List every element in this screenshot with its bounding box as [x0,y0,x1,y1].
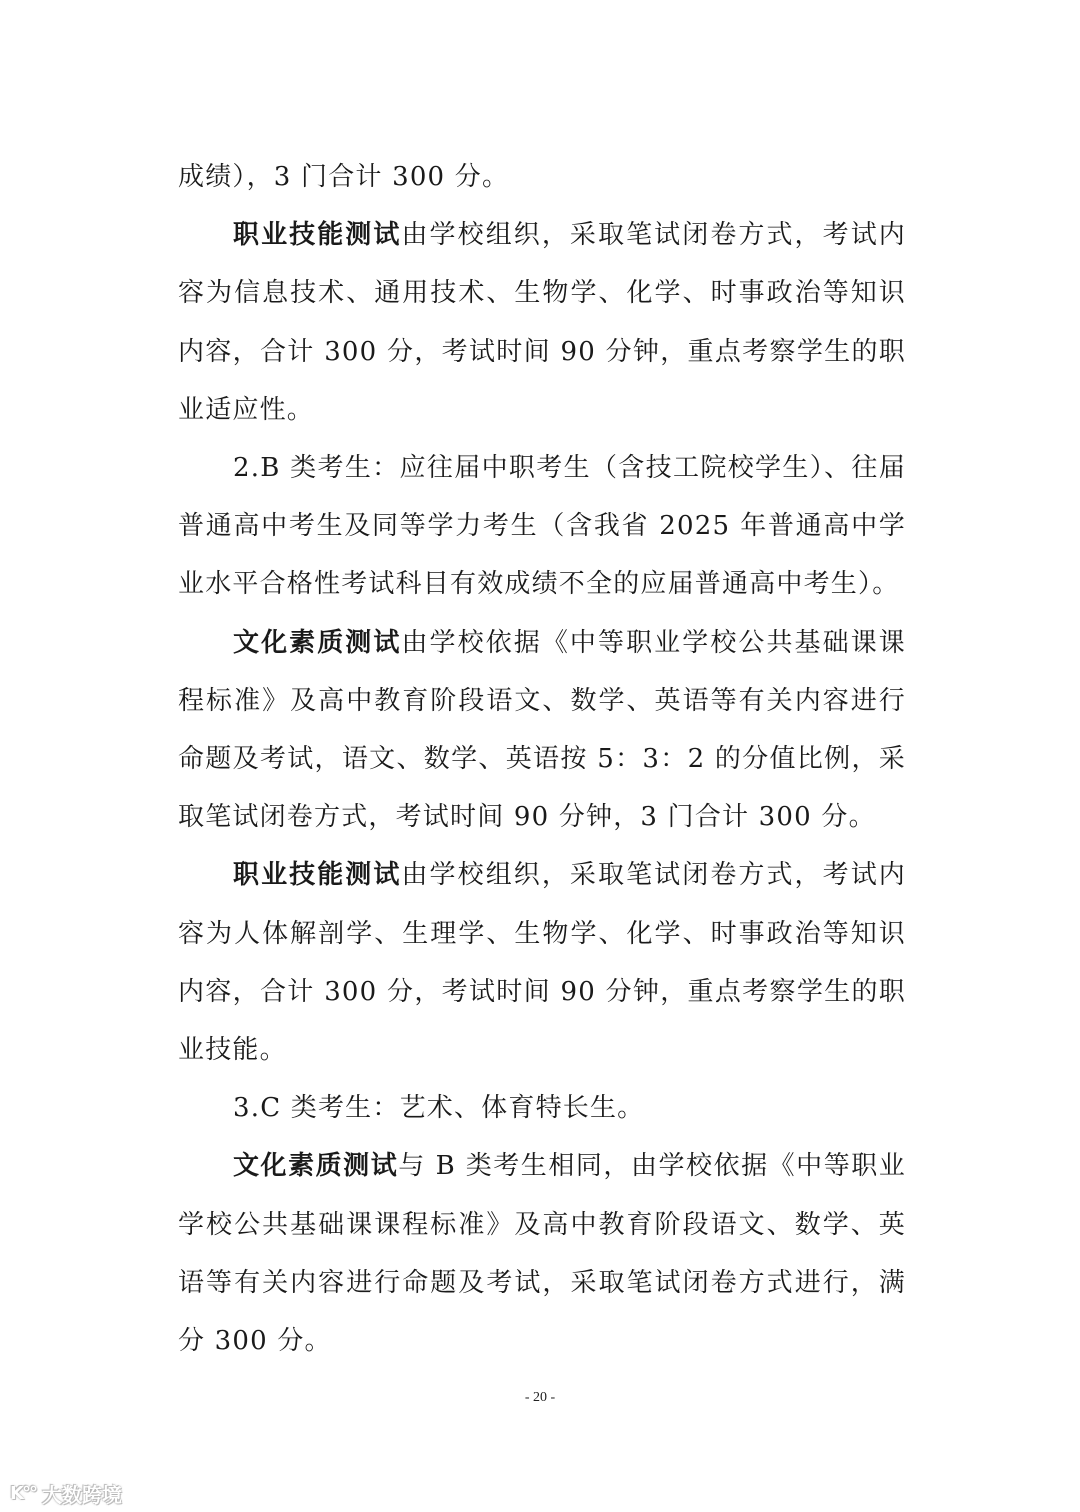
paragraph-text: 由学校组织，采取笔试闭卷方式，考试内容为人体解剖学、生理学、生物学、化学、时事政治等知识内容，合计 300 分，考试时间 90 分钟，重点考察学生的职业技能。 [178,860,906,1066]
document-body [178,148,906,1370]
paragraph-3 [178,439,906,614]
watermark [10,1478,122,1508]
page-number: - 20 - [524,1390,556,1405]
watermark-text: 大数跨境 [41,1482,122,1507]
paragraph-text: 3.C 类考生：艺术、体育特长生。 [233,1093,645,1124]
paragraph-bold-lead: 文化素质测试 [233,1151,399,1182]
paragraph-bold-lead: 职业技能测试 [233,860,402,891]
paragraph-text: 2.B 类考生：应往届中职考生（含技工院校学生）、往届普通高中考生及同等学力考生（含我省 2025 年普通高中学业水平合格性考试科目有效成绩不全的应届普通高中考生）。 [178,453,906,600]
paragraph-7 [178,1137,906,1370]
paragraph-text: 由学校组织，采取笔试闭卷方式，考试内容为信息技术、通用技术、生物学、化学、时事政治等知识内容，合计 300 分，考试时间 90 分钟，重点考察学生的职业适应性。 [178,220,906,425]
paragraph-4 [178,614,906,847]
paragraph-text: 由学校依据《中等职业学校公共基础课课程标准》及高中教育阶段语文、数学、英语等有关内容进行命题及考试，语文、数学、英语按 5：3：2 的分值比例，采取笔试闭卷方式，考试时间 90 分钟，3 门合计 300 分。 [178,627,906,833]
paragraph-6 [178,1079,906,1137]
paragraph-1 [178,148,906,206]
paragraph-text: 与 B 类考生相同，由学校依据《中等职业学校公共基础课课程标准》及高中教育阶段语文、数学、英语等有关内容进行命题及考试，采取笔试闭卷方式进行，满分 300 分。 [178,1151,907,1357]
paragraph-text: 成绩），3 门合计 300 分。 [178,162,510,192]
watermark-logo-icon: K°° [10,1482,36,1504]
paragraph-2 [178,206,906,439]
paragraph-5 [178,846,906,1079]
paragraph-bold-lead: 职业技能测试 [233,220,402,251]
paragraph-bold-lead: 文化素质测试 [233,627,402,658]
